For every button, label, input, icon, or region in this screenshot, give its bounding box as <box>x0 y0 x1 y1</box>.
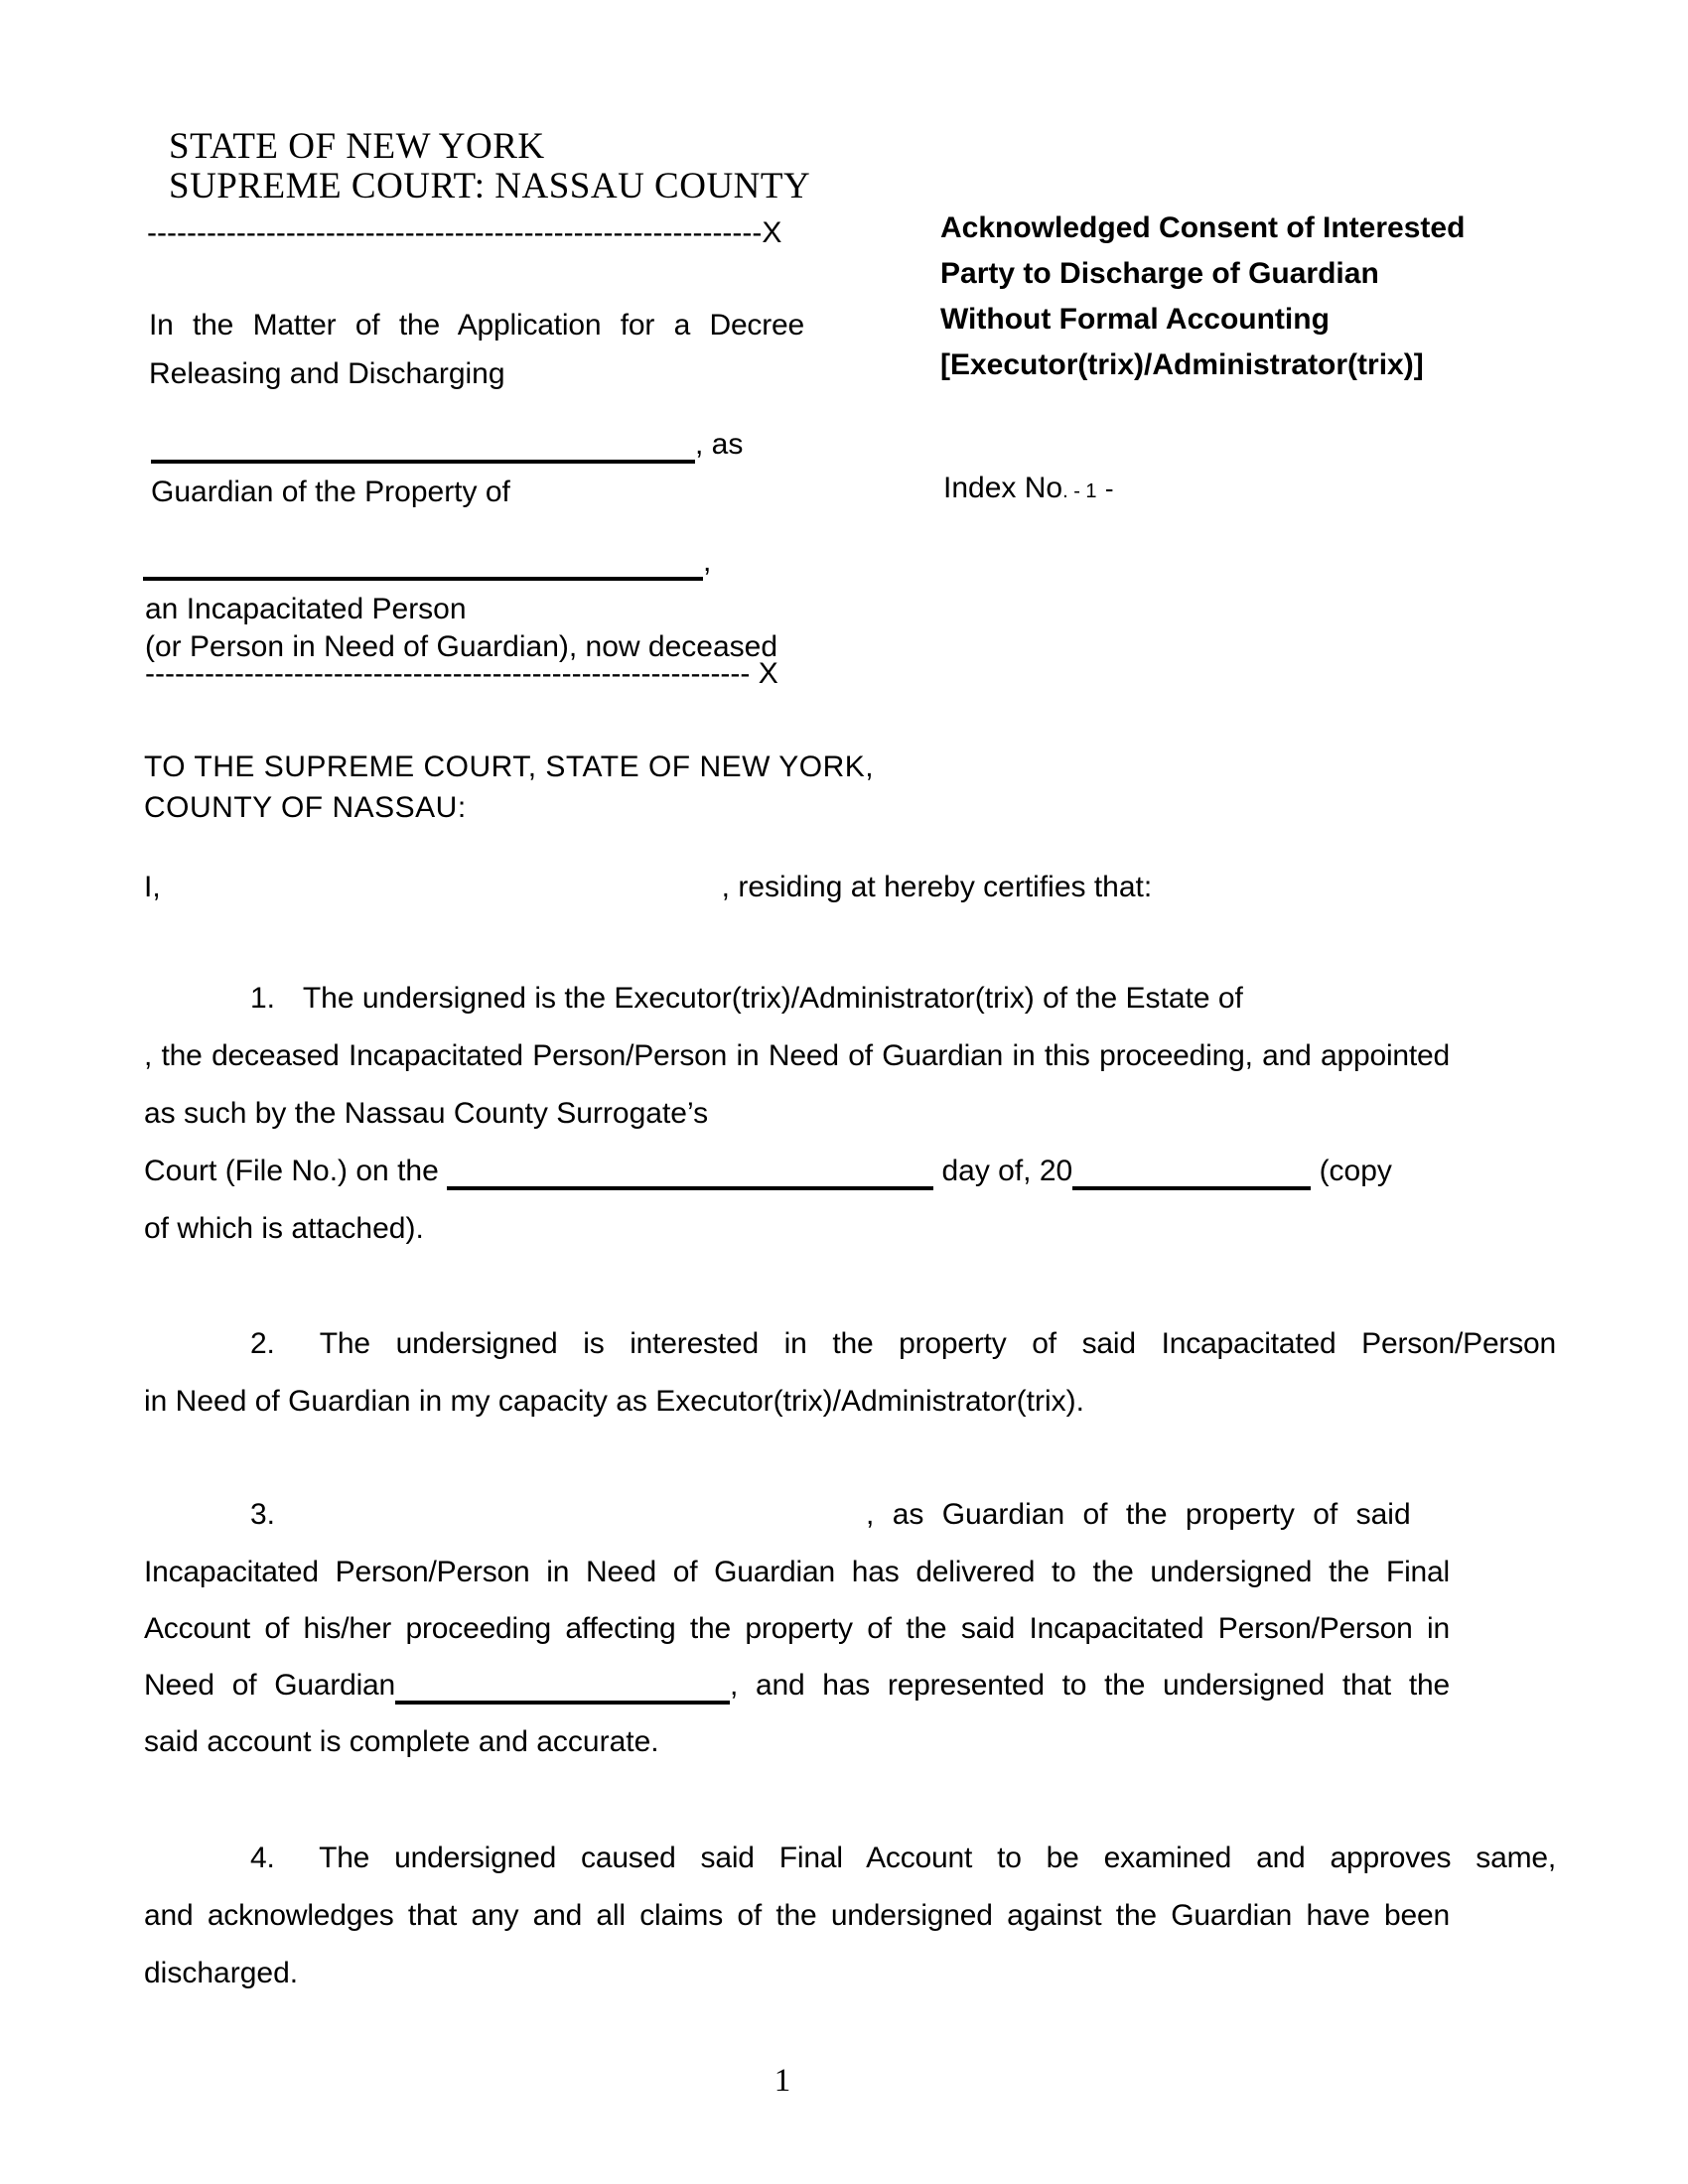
certify-suffix: , residing at hereby certifies that: <box>721 871 1153 903</box>
page-number: 1 <box>774 2063 791 2099</box>
index-number-suffix: - <box>1104 474 1114 503</box>
paragraph-1-line4-text-a: Court (File No.) on the <box>144 1155 448 1187</box>
guardian-name-blank[interactable] <box>151 450 695 464</box>
paragraph-2-number: 2. <box>250 1327 275 1360</box>
index-number-label: Index No <box>943 472 1063 504</box>
incapacitated-name-line <box>143 544 711 581</box>
paragraph-3-line5: said account is complete and accurate. <box>144 1725 659 1758</box>
guardian-name-line <box>151 427 743 464</box>
index-number-value: . - 1 <box>1062 480 1097 502</box>
paragraph-3-line4-text-b: , and has represented to the undersigned that the <box>730 1669 1450 1702</box>
paragraph-2-line1 <box>144 1326 1556 1362</box>
certify-prefix: I, <box>144 871 161 903</box>
paragraph-4-line1-text: The undersigned caused said Final Account to be examined and approves same, <box>319 1842 1556 1874</box>
caption-deceased-line: (or Person in Need of Guardian), now deceased <box>145 630 778 663</box>
paragraph-3-number: 3. <box>250 1498 276 1531</box>
paragraph-2-line1-text: The undersigned is interested in the property of said Incapacitated Person/Person <box>319 1327 1556 1360</box>
paragraph-4-line2: and acknowledges that any and all claims of the undersigned against the Guardian have been <box>144 1899 1450 1932</box>
caption-dash-rule-bottom: ------------------------------------------------------------- X <box>145 657 778 690</box>
index-number-line <box>943 471 1114 509</box>
caption-matter-line1: In the Matter of the Application for a Decree <box>149 309 804 341</box>
paragraph-1-line5: of which is attached). <box>144 1212 424 1245</box>
guardian-name-blank-space[interactable] <box>275 1523 866 1524</box>
court-heading <box>169 127 810 206</box>
document-title-line2: Party to Discharge of Guardian <box>940 257 1379 290</box>
certify-opening-line <box>144 870 1152 905</box>
paragraph-1-line4 <box>144 1154 1392 1190</box>
appointment-year-blank[interactable] <box>1072 1176 1311 1190</box>
guardian-detail-blank[interactable] <box>395 1691 730 1705</box>
paragraph-1-line4-text-b: day of, 20 <box>933 1155 1073 1187</box>
document-title <box>940 205 1496 388</box>
court-heading-state: STATE OF NEW YORK <box>169 126 545 167</box>
document-title-line1: Acknowledged Consent of Interested <box>940 211 1466 244</box>
salutation-line2: COUNTY OF NASSAU: <box>144 791 467 824</box>
paragraph-1-line2: , the deceased Incapacitated Person/Person in Need of Guardian in this proceeding, and appointed <box>144 1039 1450 1072</box>
salutation-line1: TO THE SUPREME COURT, STATE OF NEW YORK, <box>144 751 875 783</box>
paragraph-1-line1 <box>144 981 1243 1017</box>
paragraph-3-line1-text: , as Guardian of the property of said <box>866 1498 1411 1531</box>
paragraph-3-line1 <box>144 1497 1411 1533</box>
document-title-line3: Without Formal Accounting <box>940 303 1330 336</box>
paragraph-1-line3: as such by the Nassau County Surrogate’s <box>144 1097 709 1130</box>
guardian-name-suffix: , as <box>695 428 744 461</box>
paragraph-4-line1 <box>144 1841 1556 1876</box>
document-title-line4: [Executor(trix)/Administrator(trix)] <box>940 348 1424 381</box>
incapacitated-name-blank[interactable] <box>143 567 703 581</box>
paragraph-4-line3: discharged. <box>144 1957 299 1989</box>
paragraph-1-line4-text-c: (copy <box>1311 1155 1392 1187</box>
paragraph-1-number: 1. <box>250 982 276 1015</box>
paragraph-3-line4-text-a: Need of Guardian <box>144 1669 396 1702</box>
declarant-name-blank-space[interactable] <box>161 895 722 896</box>
court-heading-court: SUPREME COURT: NASSAU COUNTY <box>169 166 811 206</box>
appointment-date-blank[interactable] <box>447 1176 933 1190</box>
caption-incapacitated-line: an Incapacitated Person <box>145 593 467 625</box>
caption-guardian-line: Guardian of the Property of <box>151 476 510 508</box>
caption-dash-rule-top: --------------------------------------------------------------X <box>147 216 782 249</box>
paragraph-3-line4 <box>144 1668 1450 1705</box>
salutation <box>144 747 874 828</box>
paragraph-1-line1-text: The undersigned is the Executor(trix)/Administrator(trix) of the Estate of <box>302 982 1243 1015</box>
caption-matter-line2: Releasing and Discharging <box>149 357 505 390</box>
paragraph-2-line2: in Need of Guardian in my capacity as Executor(trix)/Administrator(trix). <box>144 1385 1084 1418</box>
paragraph-3-line2: Incapacitated Person/Person in Need of Guardian has delivered to the undersigned the Final <box>144 1556 1450 1588</box>
paragraph-3-line3: Account of his/her proceeding affecting the property of the said Incapacitated Person/Person in <box>144 1612 1450 1645</box>
incapacitated-name-suffix: , <box>703 545 712 578</box>
paragraph-4-number: 4. <box>250 1842 275 1874</box>
